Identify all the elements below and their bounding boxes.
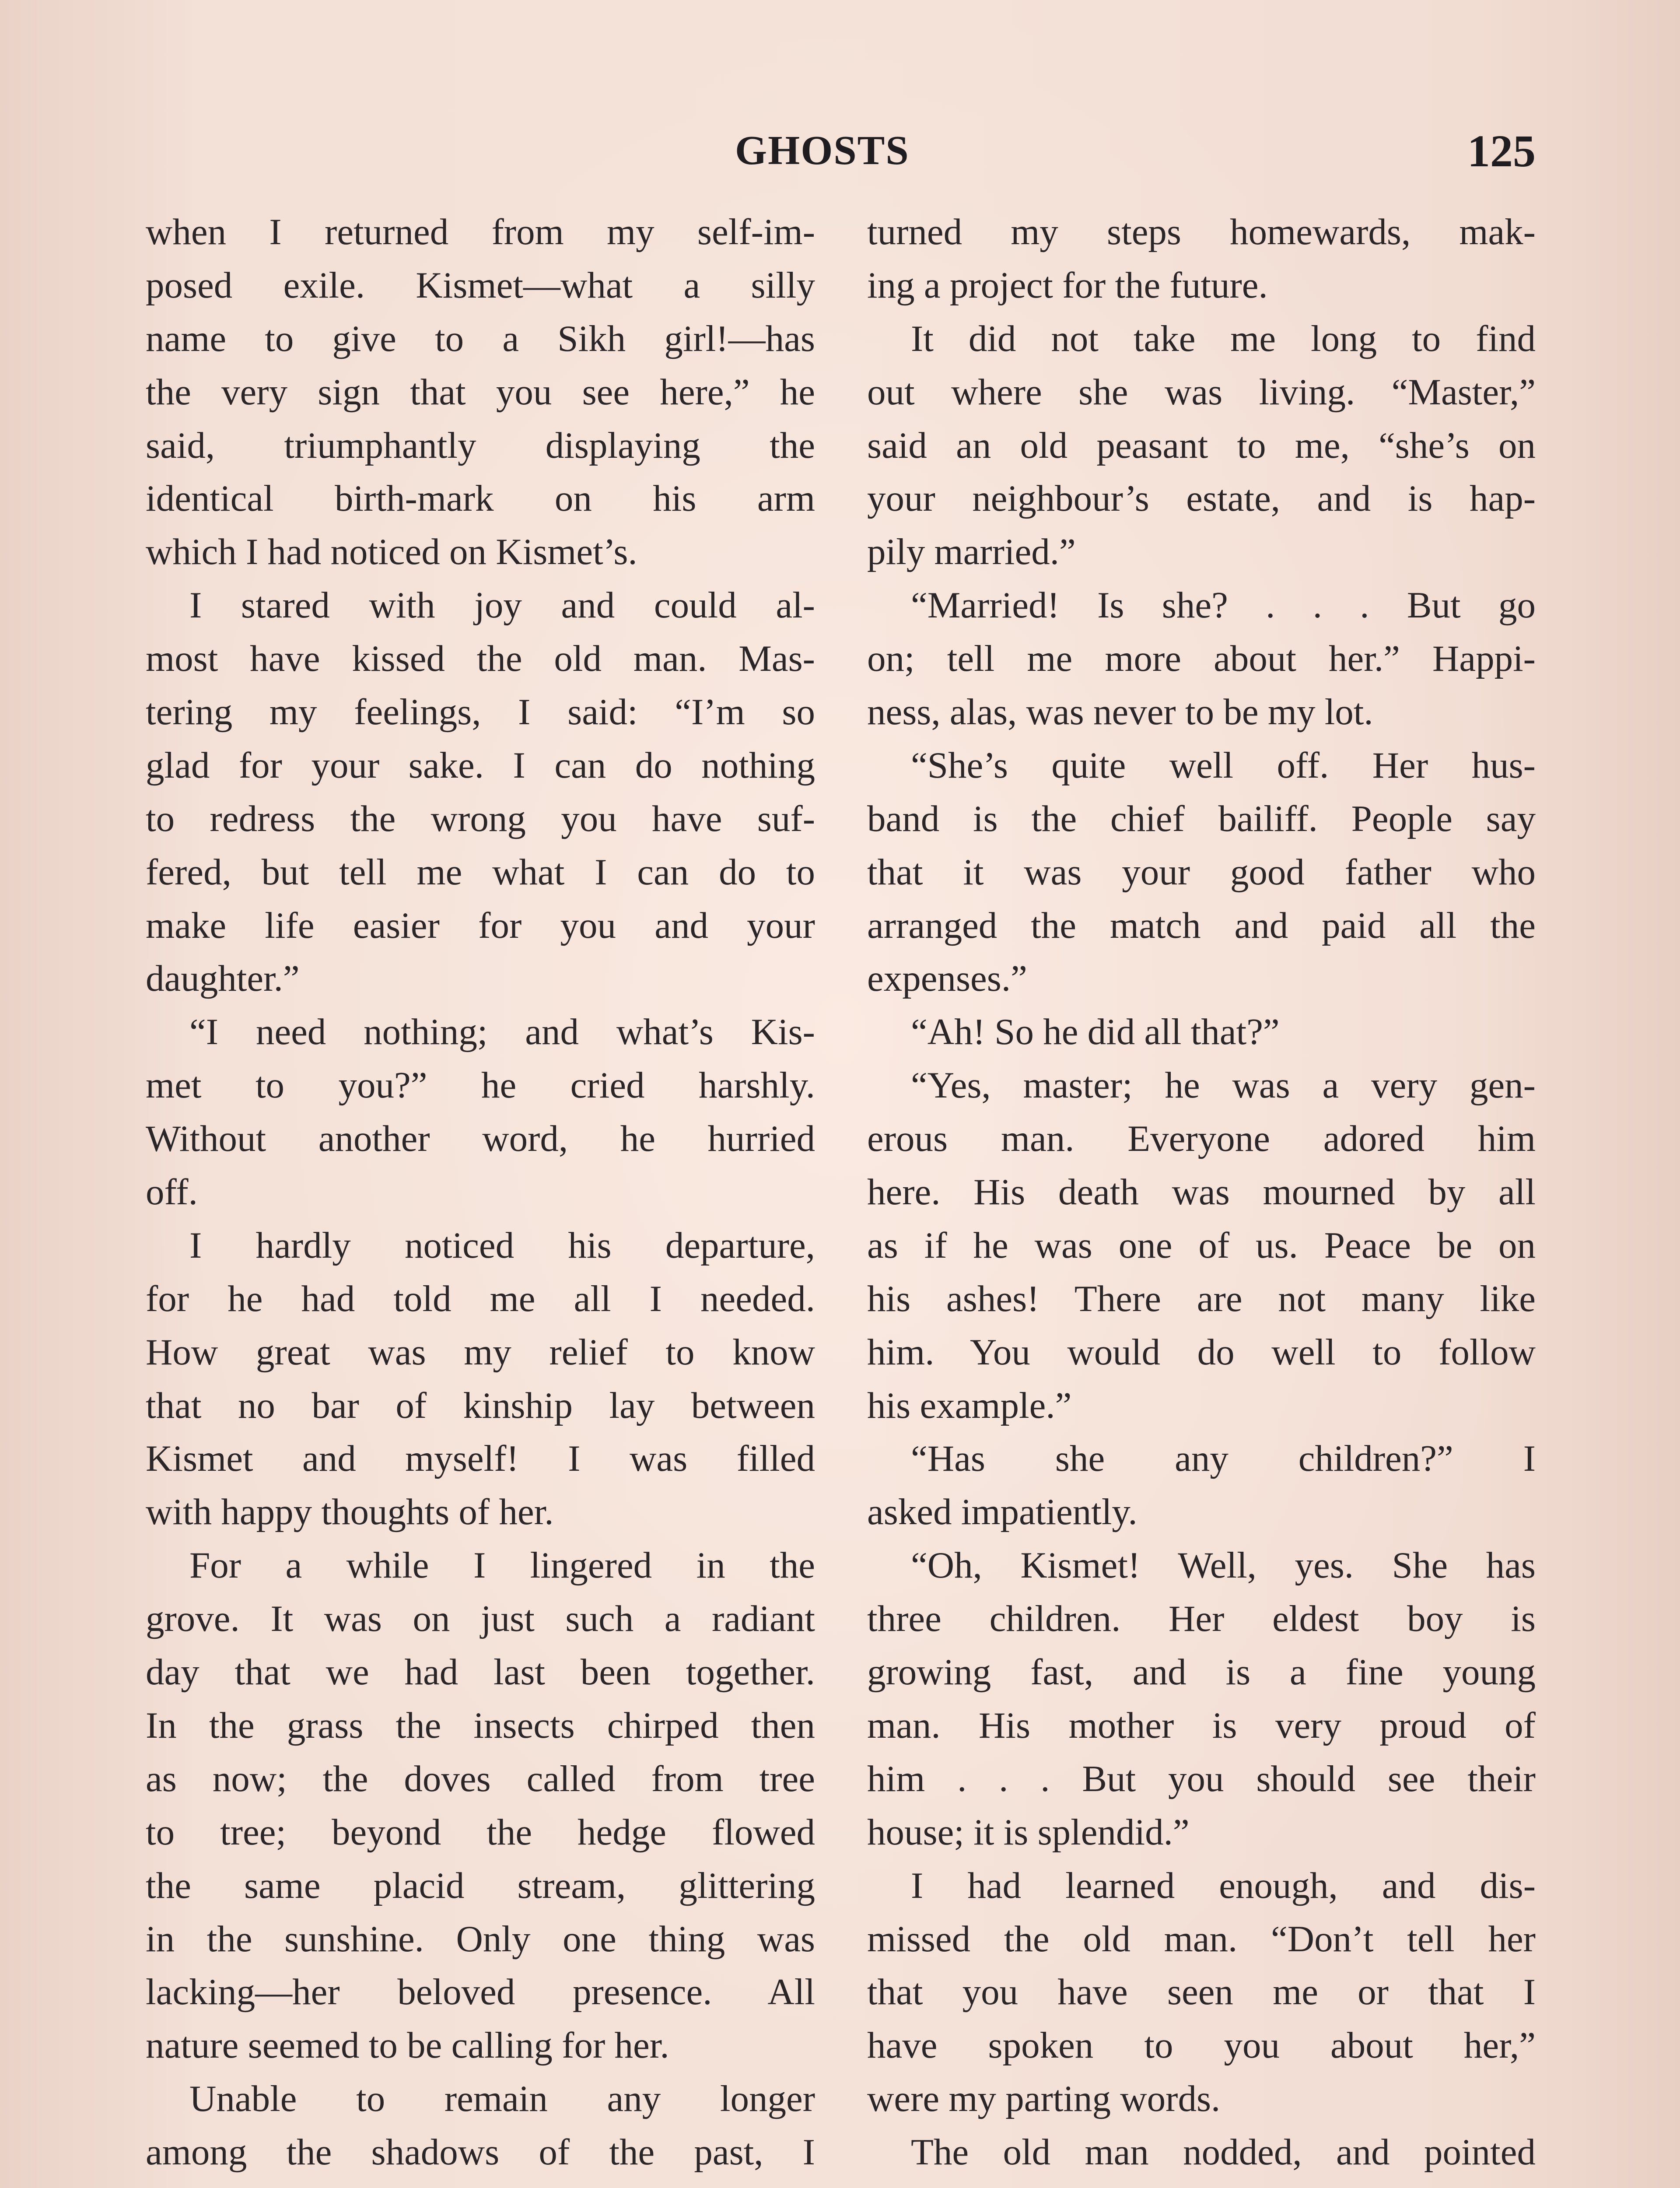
text-line: your neighbour’s estate, and is hap- <box>867 478 1536 519</box>
running-head <box>144 127 1536 179</box>
text-line: growing fast, and is a fine young <box>867 1652 1536 1693</box>
text-line: met to you?” he cried harshly. <box>146 1065 815 1106</box>
text-line: Without another word, he hurried <box>146 1118 815 1160</box>
text-line: among the shadows of the past, I <box>146 2132 815 2173</box>
text-line: expenses.” <box>867 958 1027 999</box>
text-line: to redress the wrong you have suf- <box>146 798 815 839</box>
text-line: “I need nothing; and what’s Kis- <box>189 1011 815 1053</box>
text-line: asked impatiently. <box>867 1491 1138 1533</box>
text-line: Kismet and myself! I was filled <box>146 1438 815 1480</box>
text-line: band is the chief bailiff. People say <box>867 798 1536 839</box>
text-line: house; it is splendid.” <box>867 1811 1190 1853</box>
text-line: nature seemed to be calling for her. <box>146 2025 669 2066</box>
text-line: I had learned enough, and dis- <box>911 1865 1536 1906</box>
text-line: were my parting words. <box>867 2078 1221 2120</box>
text-line: said an old peasant to me, “she’s on <box>867 424 1536 466</box>
text-line: Unable to remain any longer <box>189 2078 815 2120</box>
text-line: posed exile. Kismet—what a silly <box>146 264 815 306</box>
text-line: ing a project for the future. <box>867 264 1268 306</box>
text-line: said, triumphantly displaying the <box>146 424 815 466</box>
text-line: most have kissed the old man. Mas- <box>146 638 815 680</box>
text-line: in the sunshine. Only one thing was <box>146 1918 815 1960</box>
text-line: I stared with joy and could al- <box>189 585 815 626</box>
text-line: have spoken to you about her,” <box>867 2025 1536 2066</box>
text-line: his ashes! There are not many like <box>867 1278 1536 1319</box>
text-line: I hardly noticed his departure, <box>189 1224 815 1266</box>
text-line: The old man nodded, and pointed <box>911 2132 1536 2173</box>
text-line: For a while I lingered in the <box>189 1545 815 1586</box>
text-line: turned my steps homewards, mak- <box>867 211 1536 252</box>
text-line: pily married.” <box>867 531 1076 573</box>
text-line: the same placid stream, glittering <box>146 1865 815 1906</box>
right-text-column <box>867 206 1536 2179</box>
text-line: arranged the match and paid all the <box>867 905 1536 946</box>
text-line: that no bar of kinship lay between <box>146 1385 815 1426</box>
text-line: out where she was living. “Master,” <box>867 371 1536 413</box>
text-line: “Has she any children?” I <box>911 1438 1536 1480</box>
text-line: which I had noticed on Kismet’s. <box>146 531 637 573</box>
text-line: “Married! Is she? . . . But go <box>911 585 1536 626</box>
page-number: 125 <box>1467 126 1536 176</box>
text-line: on; tell me more about her.” Happi- <box>867 638 1536 680</box>
text-line: that it was your good father who <box>867 851 1536 893</box>
text-line: here. His death was mourned by all <box>867 1171 1536 1213</box>
text-line: name to give to a Sikh girl!—has <box>146 318 815 359</box>
text-line: make life easier for you and your <box>146 905 815 946</box>
text-line: “Ah! So he did all that?” <box>911 1011 1280 1053</box>
text-line: “Yes, master; he was a very gen- <box>911 1065 1536 1106</box>
text-line: three children. Her eldest boy is <box>867 1598 1536 1640</box>
text-line: ness, alas, was never to be my lot. <box>867 691 1373 733</box>
text-line: “Oh, Kismet! Well, yes. She has <box>911 1545 1536 1586</box>
text-line: man. His mother is very proud of <box>867 1704 1536 1746</box>
text-line: that you have seen me or that I <box>867 1971 1536 2013</box>
running-title: GHOSTS <box>735 128 910 173</box>
left-text-column <box>146 206 815 2179</box>
text-line: grove. It was on just such a radiant <box>146 1598 815 1640</box>
text-line: tering my feelings, I said: “I’m so <box>146 691 815 733</box>
text-line: his example.” <box>867 1385 1072 1426</box>
text-line: off. <box>146 1171 198 1213</box>
text-line: to tree; beyond the hedge flowed <box>146 1811 815 1853</box>
text-line: erous man. Everyone adored him <box>867 1118 1536 1160</box>
text-line: the very sign that you see here,” he <box>146 371 815 413</box>
text-line: “She’s quite well off. Her hus- <box>911 744 1536 786</box>
text-line: daughter.” <box>146 958 300 999</box>
text-line: as if he was one of us. Peace be on <box>867 1224 1536 1266</box>
text-line: with happy thoughts of her. <box>146 1491 554 1533</box>
text-line: him. You would do well to follow <box>867 1331 1536 1373</box>
text-line: fered, but tell me what I can do to <box>146 851 815 893</box>
text-line: when I returned from my self-im- <box>146 211 815 252</box>
text-line: How great was my relief to know <box>146 1331 815 1373</box>
text-line: glad for your sake. I can do nothing <box>146 744 815 786</box>
text-line: lacking—her beloved presence. All <box>146 1971 815 2013</box>
text-line: him . . . But you should see their <box>867 1758 1536 1799</box>
text-line: as now; the doves called from tree <box>146 1758 815 1799</box>
text-line: It did not take me long to find <box>911 318 1536 359</box>
text-line: missed the old man. “Don’t tell her <box>867 1918 1536 1960</box>
text-line: for he had told me all I needed. <box>146 1278 815 1319</box>
text-line: day that we had last been together. <box>146 1652 815 1693</box>
text-line: In the grass the insects chirped then <box>146 1704 815 1746</box>
text-line: identical birth-mark on his arm <box>146 478 815 519</box>
